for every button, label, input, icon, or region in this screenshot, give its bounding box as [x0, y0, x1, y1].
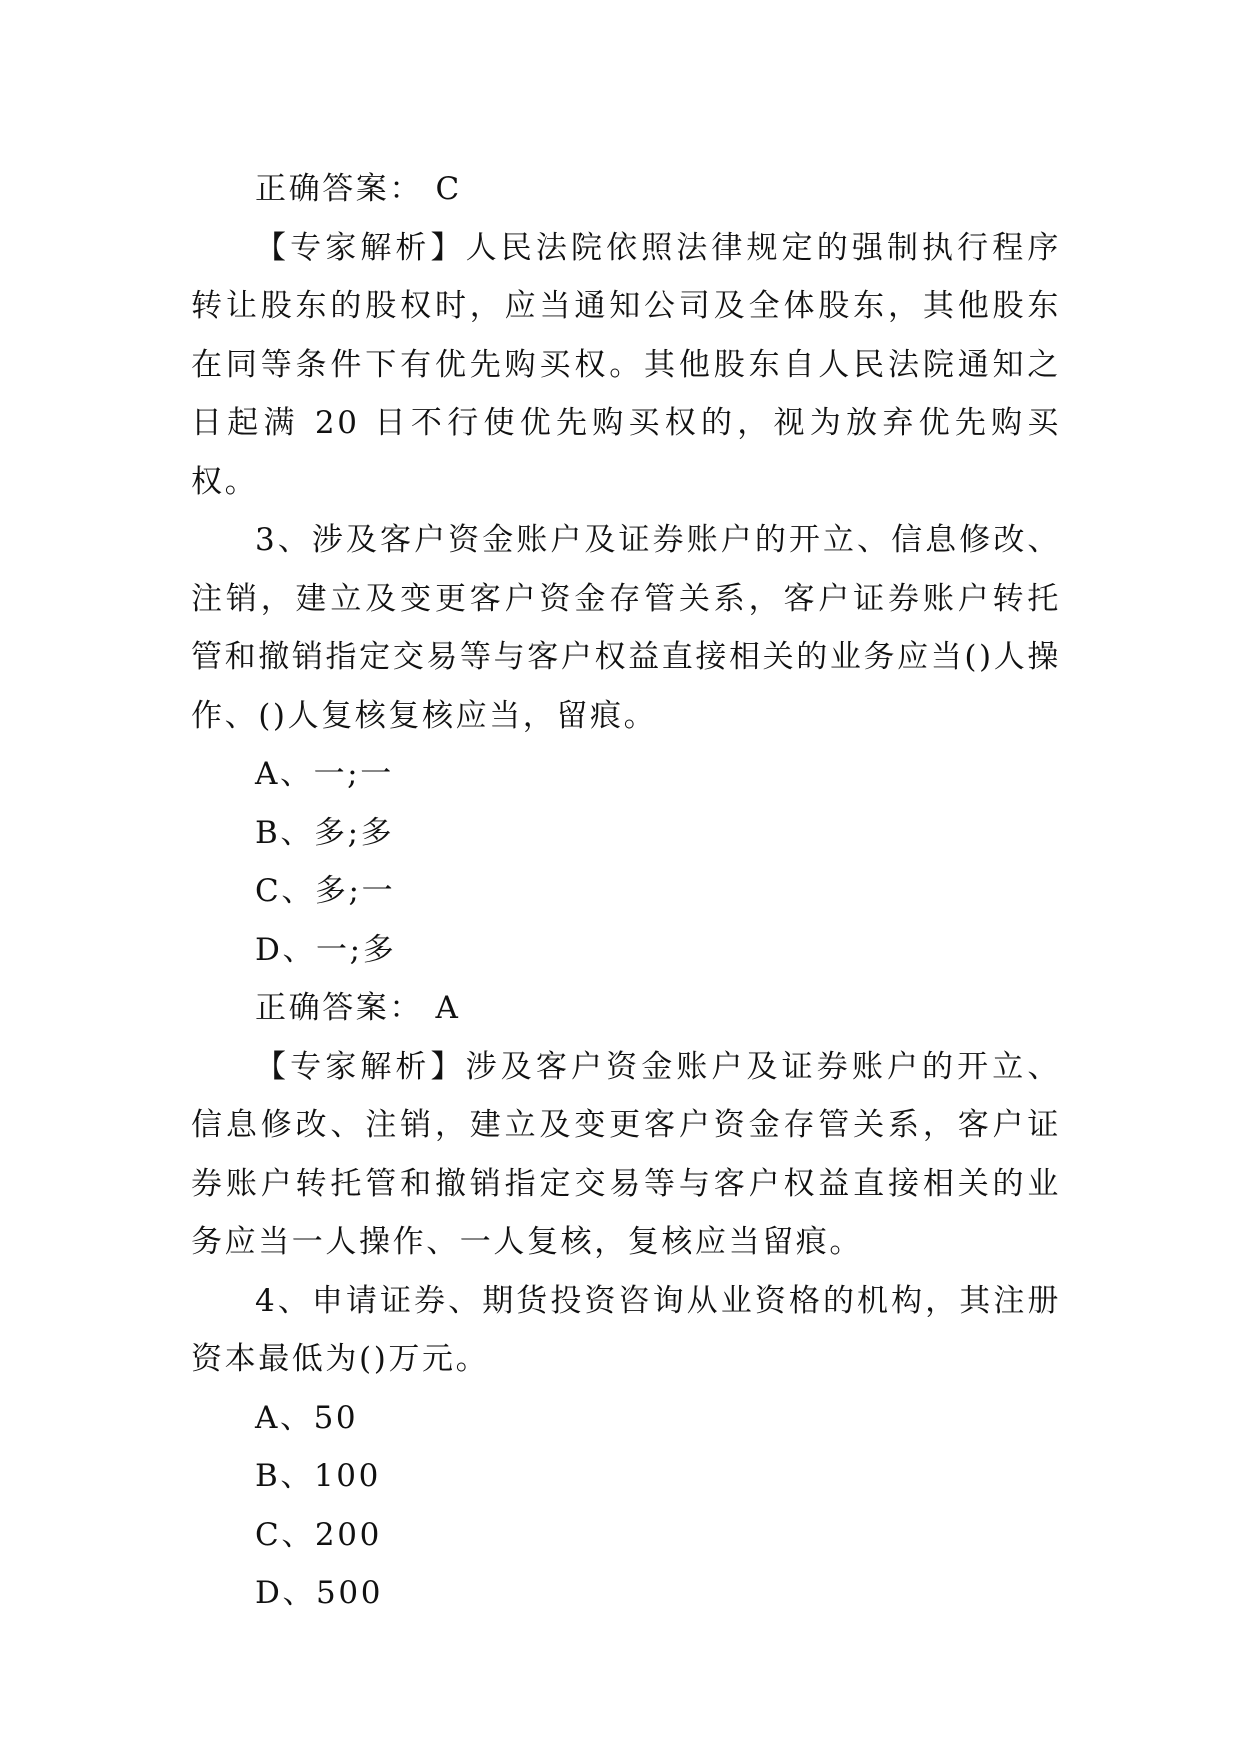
q4-option-d: D、500 — [255, 1575, 384, 1611]
answer-line-q2: 正确答案： C — [255, 171, 462, 207]
q3-option-c: C、多;一 — [255, 873, 396, 909]
answer-line-q3: 正确答案： A — [255, 990, 461, 1026]
question-3: 3、涉及客户资金账户及证券账户的开立、信息修改、注销，建立及变更客户资金存管关系，客户证券账户转托管和撤销指定交易等与客户权益直接相关的业务应当()人操作、()人复核复核应当，留痕。 — [191, 522, 1061, 734]
q4-option-b: B、100 — [255, 1458, 381, 1494]
expert-analysis-q2: 【专家解析】人民法院依照法律规定的强制执行程序转让股东的股权时，应当通知公司及全体股东，其他股东在同等条件下有优先购买权。其他股东自人民法院通知之日起满 20 日不行使优先购买权的，视为放弃优先购买权。 — [191, 229, 1061, 500]
q4-option-a: A、50 — [255, 1399, 359, 1436]
q3-option-d: D、一;多 — [255, 931, 397, 968]
question-4: 4、申请证券、期货投资咨询从业资格的机构，其注册资本最低为()万元。 — [191, 1282, 1061, 1377]
expert-analysis-q3: 【专家解析】涉及客户资金账户及证券账户的开立、信息修改、注销，建立及变更客户资金存管关系，客户证券账户转托管和撤销指定交易等与客户权益直接相关的业务应当一人操作、一人复核，复核应当留痕。 — [191, 1048, 1061, 1260]
q4-option-c: C、200 — [255, 1516, 382, 1553]
q3-option-b: B、多;多 — [255, 814, 395, 851]
q3-option-a: A、一;一 — [255, 756, 394, 792]
document-body — [191, 160, 1061, 1623]
